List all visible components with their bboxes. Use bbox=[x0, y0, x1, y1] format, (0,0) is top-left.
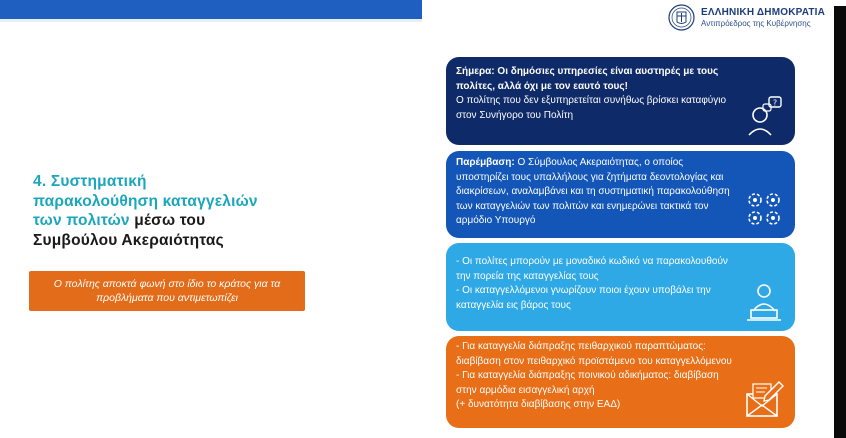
svg-text:?: ? bbox=[772, 98, 778, 108]
card-today-bold-text: Οι δημόσιες υπηρεσίες είναι αυστηρές με τους πολίτες, αλλά όχι με τον εαυτό τους! bbox=[456, 66, 719, 92]
card-intervention-text: Ο Σύμβουλος Ακεραιότητας, ο οποίος υποστηρίζει τους υπαλλήλους για ζητήματα δεοντολογίας και διακρίσεων, αναλαμβάνει και τη συστηματική παρακολούθηση των καταγγελιών των πολιτών και ενημερώνει τακτικά τον αρμόδιο Υπουργό bbox=[456, 157, 730, 227]
heading-dark-part-2: Συμβούλου Ακεραιότητας bbox=[33, 231, 224, 249]
top-accent-bar bbox=[0, 0, 422, 19]
card-tracking-line-2: - Οι καταγγελλόμενοι γνωρίζουν ποιοι έχουν υποβάλει την καταγγελία εις βάρος τους bbox=[456, 285, 711, 311]
heading-teal-part-2: παρακολούθηση καταγγελιών bbox=[33, 192, 258, 210]
person-question-icon bbox=[743, 95, 785, 137]
citizen-voice-quote bbox=[29, 271, 305, 311]
window-right-edge-gap bbox=[834, 0, 846, 6]
quote-text: Ο πολίτης αποκτά φωνή στο ίδιο το κράτος για τα προβλήματα που αντιμετωπίζει bbox=[53, 278, 281, 304]
top-accent-shadow bbox=[0, 19, 422, 22]
card-routing bbox=[446, 336, 795, 428]
card-intervention-label: Παρέμβαση: bbox=[456, 157, 515, 168]
card-today-label: Σήμερα: bbox=[456, 66, 495, 77]
card-tracking-line-1: - Οι πολίτες μπορούν με μοναδικό κωδικό να παρακολουθούν την πορεία της καταγγελίας τους bbox=[456, 256, 728, 282]
gears-people-icon bbox=[743, 188, 785, 230]
heading-teal-part-1: Συστηματική bbox=[50, 173, 147, 190]
heading-number: 4. bbox=[33, 173, 47, 190]
card-routing-line-1: - Για καταγγελία διάπραξης πειθαρχικού παραπτώματος: διαβίβαση στον πειθαρχικό προϊστάμενο του καταγγελλόμενου bbox=[456, 341, 732, 367]
card-routing-line-2: - Για καταγγελία διάπραξης ποινικού αδικήματος: διαβίβαση στην αρμόδια εισαγγελική αρχή bbox=[456, 370, 719, 396]
header-logo bbox=[668, 4, 825, 31]
greek-seal-icon bbox=[668, 4, 695, 31]
envelope-pen-icon bbox=[743, 378, 785, 420]
heading-teal-part-3: των πολιτών bbox=[33, 212, 130, 230]
card-intervention bbox=[446, 151, 795, 238]
card-today bbox=[446, 57, 795, 145]
card-tracking bbox=[446, 243, 795, 331]
heading-dark-part-1: μέσω του bbox=[134, 212, 206, 230]
org-subtitle: Αντιπρόεδρος της Κυβέρνησης bbox=[701, 18, 811, 28]
org-title: ΕΛΛΗΝΙΚΗ ΔΗΜΟΚΡΑΤΙΑ bbox=[701, 7, 826, 19]
slide-heading bbox=[33, 172, 343, 250]
card-today-text: Ο πολίτης που δεν εξυπηρετείται συνήθως βρίσκει καταφύγιο στον Συνήγορο του Πολίτη bbox=[456, 95, 727, 121]
card-routing-line-3: (+ δυνατότητα διαβίβασης στην ΕΑΔ) bbox=[456, 399, 621, 411]
window-right-edge bbox=[834, 0, 846, 438]
person-laptop-icon bbox=[743, 281, 785, 323]
